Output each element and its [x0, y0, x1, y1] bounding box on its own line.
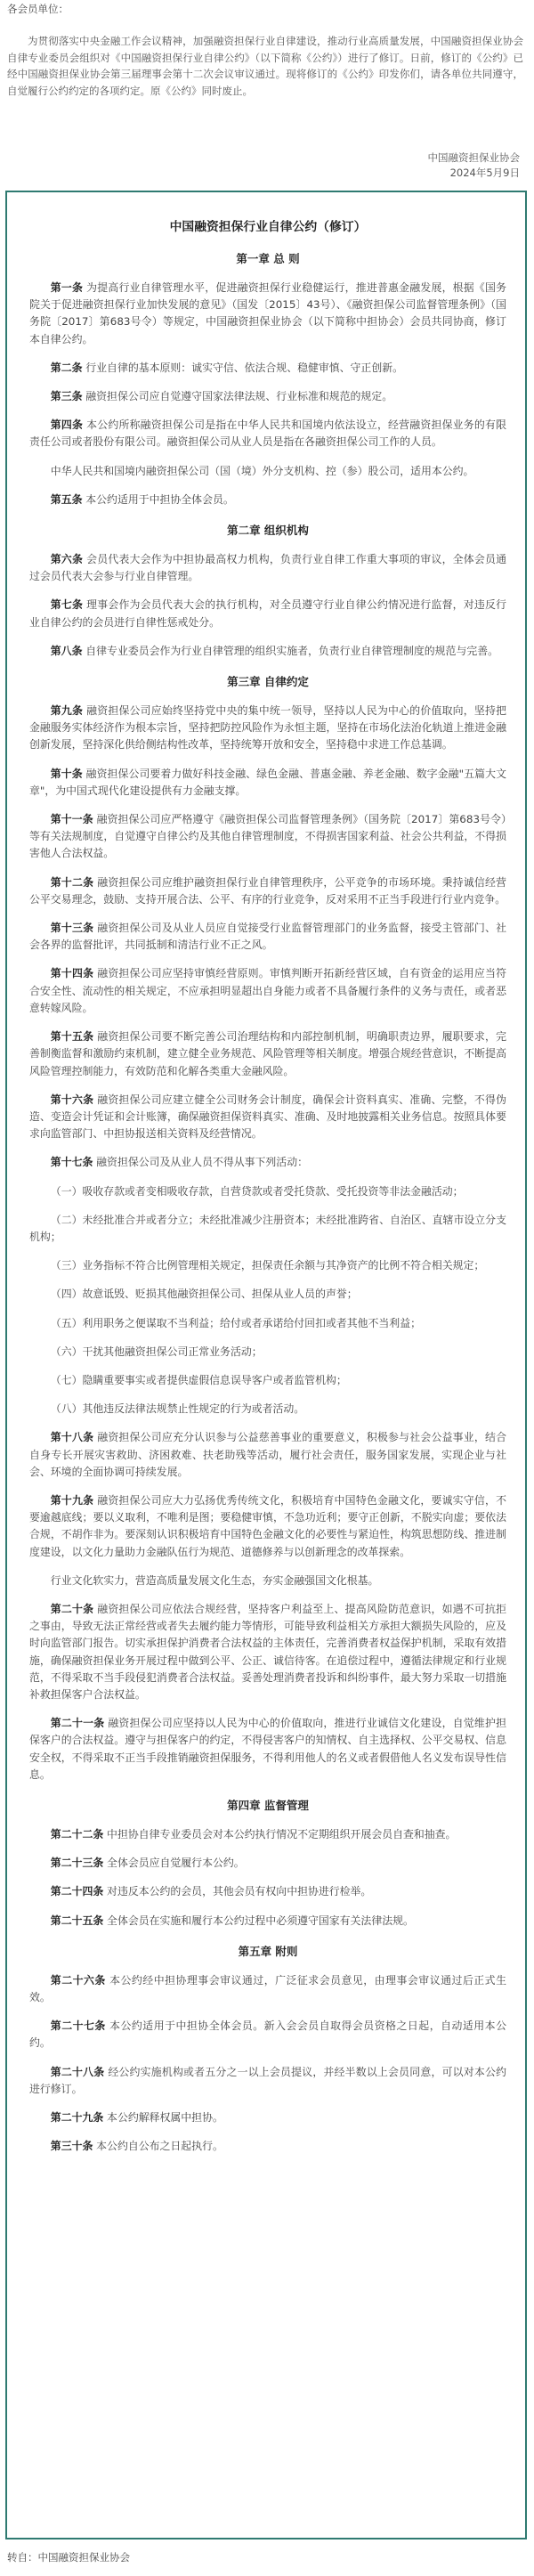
signature-organization: 中国融资担保业协会 [427, 151, 520, 164]
list-item: （六）干扰其他融资担保公司正常业务活动； [50, 1345, 263, 1358]
article [29, 1972, 506, 2006]
article-text: 融资担保公司应始终坚持党中央的集中统一领导，坚持以人民为中心的价值取向，坚持把金融服务实体经济作为根本宗旨，坚持把防控风险作为永恒主题，坚持在市场化法治化轨道上推进金融创新发展，坚持深化供给侧结构性改革，坚持统筹开放和安全，坚持稳中求进工作总基调。 [29, 704, 506, 752]
article-text: 融资担保公司应自觉遵守国家法律法规、行业标准和规范的规定。 [85, 390, 393, 403]
article-text: 融资担保公司要着力做好科技金融、绿色金融、普惠金融、养老金融、数字金融"五篇大文章"，为中国式现代化建设提供有力金融支撑。 [29, 767, 506, 797]
article-text: 中华人民共和国境内融资担保公司（国（境）外分支机构、控（参）股公司，适用本公约。 [50, 464, 474, 477]
article-number: 第六条 [50, 553, 84, 566]
article [29, 1601, 506, 1703]
article [29, 643, 506, 660]
article-number: 第五条 [50, 492, 83, 506]
article [29, 965, 506, 1017]
article [29, 2064, 506, 2098]
article-text: 行业文化软实力，营造高质量发展文化生态，夯实金融强国文化根基。 [50, 1573, 379, 1587]
article-number: 第二十七条 [50, 2019, 106, 2033]
article-text: 经公约实施机构或者五分之一以上会员提议，并经半数以上会员同意，可以对本公约进行修订。 [29, 2065, 506, 2095]
article-text: 本公约自公布之日起执行。 [96, 2140, 223, 2153]
article-continuation [29, 463, 506, 480]
article-number: 第十一条 [50, 813, 93, 826]
article-text: 本公约所称融资担保公司是指在中华人民共和国境内依法设立，经营融资担保业务的有限责任公司或者股份有限公司。融资担保公司从业人员是指在各融资担保公司工作的人员。 [29, 418, 506, 449]
article-text: 融资担保公司应依法合规经营，坚持客户利益至上、提高风险防范意识，如遇不可抗拒之事由，导致无法正常经营或者失去履约能力等情形，可能导致利益相关方承担大额损失风险的，应及时向监管部门报告。切实承担保护消费者合法权益的主体责任，完善消费者权益保护机制，采取有效措施，确保融资担保业务开展过程中做到公平、公正、诚信待客。在追偿过程中，遵循法律规定和行业规范，不得采取不当手段侵犯消费者合法权益。妥善处理消费者投诉和纠纷事件，最大努力采取一切措施补救担保客户合法权益。 [29, 1602, 506, 1701]
notice-intro [0, 0, 534, 183]
article-text: 本公约解释权属中担协。 [107, 2111, 223, 2125]
article-text: 融资担保公司应充分认识参与公益慈善事业的重要意义，积极参与社会公益事业，结合自身专长开展灾害救助、济困救难、扶老助残等活动，履行社会责任，服务国家发展，实现企业与社会、环境的全面协调可持续发展。 [29, 1431, 506, 1478]
signature-date: 2024年5月9日 [449, 167, 520, 179]
article-text: 自律专业委员会作为行业自律管理的组织实施者，负责行业自律管理制度的规范与完善。 [85, 644, 499, 657]
article-number: 第七条 [50, 598, 84, 612]
source-attribution: 转自：中国融资担保业协会 [7, 2551, 130, 2564]
list-item: （八）其他违反法律法规禁止性规定的行为或者活动。 [50, 1402, 305, 1416]
article-text: 全体会员应自觉履行本公约。 [107, 1857, 245, 1870]
list-item: （三）业务指标不符合比例管理相关规定，担保责任余额与其净资产的比例不符合相关规定； [50, 1259, 485, 1272]
article-number: 第十七条 [50, 1156, 93, 1169]
article-text: 融资担保公司及从业人员应自觉接受行业监督管理部门的业务监督，接受主管部门、社会各界的监督批评，共同抵制和清洁行业不正之风。 [29, 922, 506, 952]
article [29, 1826, 506, 1843]
article-text: 融资担保公司应坚持以人民为中心的价值取向，推进行业诚信文化建设，自觉维护担保客户的合法权益。遵守与担保客户的约定，不得侵害客户的知情权、自主选择权、公平交易权、信息安全权，不得采取不正当手段推销融资担保服务，不得利用他人的名义或者假借他人名义发布误导性信息。 [29, 1717, 506, 1781]
article-text: 本公约适用于中担协全体会员。 [85, 492, 234, 506]
article-number: 第一条 [50, 281, 84, 294]
article-text: 融资担保公司应大力弘扬优秀传统文化，积极培育中国特色金融文化，要诚实守信，不要逾越底线；要以义取利，不唯利是图；要稳健审慎，不急功近利；要守正创新，不脱实向虚；要依法合规，不胡作非为。要深刻认识积极培育中国特色金融文化的必要性与紧迫性，构筑思想防线、推进制度建设，以文化力量助力金融队伍行为规范、道德修养与以创新理念的改革探索。 [29, 1493, 506, 1558]
chapter-heading: 第五章 附则 [238, 1944, 298, 1958]
article-text: 理事会作为会员代表大会的执行机构，对全员遵守行业自律公约情况进行监督，对违反行业自律公约的会员进行自律性惩戒处分。 [29, 598, 506, 629]
article-continuation [29, 1572, 506, 1589]
article [29, 1092, 506, 1143]
article-number: 第十九条 [50, 1493, 94, 1507]
article-text: 行业自律的基本原则：诚实守信、依法合规、稳健审慎、守正创新。 [85, 361, 403, 374]
convention-document-content [29, 192, 506, 2538]
article-text: 为提高行业自律管理水平，促进融资担保行业稳健运行，推进普惠金融发展，根据《国务院关于促进融资担保行业加快发展的意见》（国发〔2015〕43号）、《融资担保公司监督管理条例》（国务院〔2017〕第683号令）等规定，中国融资担保业协会（以下简称中担协会）会员共同协商，修订本自律公约。 [29, 281, 506, 345]
article-text: 融资担保公司应建立健全公司财务会计制度，确保会计资料真实、准确、完整，不得伪造、变造会计凭证和会计账簿，确保融资担保资料真实、准确、及时地披露相关业务信息。按照具体要求向监管部门、中担协报送相关资料及经营情况。 [29, 1093, 506, 1141]
article [29, 920, 506, 954]
article-number: 第十五条 [50, 1030, 94, 1044]
article [29, 1429, 506, 1481]
article-text: 全体会员在实施和履行本公约过程中必须遵守国家有关法律法规。 [107, 1914, 414, 1927]
article [29, 703, 506, 754]
article-number: 第十条 [50, 767, 83, 780]
article [29, 1715, 506, 1784]
article [29, 1154, 506, 1171]
article-number: 第十八条 [50, 1431, 94, 1444]
list-item: （二）未经批准合并或者分立；未经批准减少注册资本；未经批准跨省、自治区、直辖市设立分支机构； [29, 1213, 506, 1243]
convention-document-box [5, 191, 527, 2539]
chapter-heading: 第四章 监督管理 [227, 1799, 309, 1812]
article-text: 对违反本公约的会员，其他会员有权向中担协进行检举。 [107, 1885, 372, 1898]
article [29, 874, 506, 908]
list-item: （四）故意诋毁、贬损其他融资担保公司、担保从业人员的声誉； [50, 1288, 358, 1301]
article-text: 融资担保公司应坚持审慎经营原则。审慎判断开拓新经营区域，自有资金的运用应当符合安全性、流动性的相关规定，不应承担明显超出自身能力或者不具备履行条件的义务与责任，或者恶意转嫁风险。 [29, 967, 506, 1014]
article-text: 融资担保公司要不断完善公司治理结构和内部控制机制，明确职责边界，履职要求，完善制衡监督和激励约束机制，建立健全业务规范、风险管理等相关制度。增强合规经营意识，不断提高风险管理控制能力，有效防范和化解各类重大金融风险。 [29, 1030, 506, 1077]
article-number: 第十四条 [50, 967, 94, 980]
article-number: 第二十一条 [50, 1717, 105, 1730]
chapter-heading: 第一章 总 则 [236, 252, 300, 265]
document-title: 中国融资担保行业自律公约（修订） [169, 220, 367, 234]
article-text: 会员代表大会作为中担协最高权力机构，负责行业自律工作重大事项的审议，全体会员通过会员代表大会参与行业自律管理。 [29, 553, 506, 583]
article [29, 2018, 506, 2052]
article-text: 中担协自律专业委员会对本公约执行情况不定期组织开展会员自查和抽查。 [107, 1828, 457, 1841]
chapter-heading: 第二章 组织机构 [227, 524, 309, 538]
article [29, 417, 506, 451]
article-number: 第三十条 [50, 2140, 93, 2153]
article-number: 第三条 [50, 390, 83, 403]
article-number: 第四条 [50, 418, 84, 432]
list-item: （七）隐瞒重要事实或者提供虚假信息误导客户或者监管机构； [50, 1373, 347, 1386]
chapter-heading: 第三章 自律约定 [227, 675, 309, 689]
article-text: 融资担保公司及从业人员不得从事下列活动： [96, 1156, 308, 1169]
article-number: 第十二条 [50, 875, 94, 889]
article [29, 1492, 506, 1561]
article-text: 融资担保公司应维护融资担保行业自律管理秩序，公平竞争的市场环境。秉持诚信经营公平交易理念，鼓励、支持开展合法、公平、有序的行业竞争，反对采用不正当手段进行行业内竞争。 [29, 875, 506, 906]
article-number: 第二十八条 [50, 2065, 105, 2078]
intro-paragraph: 为贯彻落实中央金融工作会议精神，加强融资担保行业自律建设，推动行业高质量发展，中国融资担保业协会自律专业委员会组织对《中国融资担保行业自律公约》（以下简称《公约》）进行了修订。日前，修订的《公约》已经中国融资担保业协会第三届理事会第十二次会议审议通过。现将修订的《公约》印发你们，请各单位共同遵守，自觉履行公约约定的各项约定。原《公约》同时废止。 [7, 35, 523, 97]
article [29, 766, 506, 800]
article [29, 388, 506, 405]
article-number: 第八条 [50, 644, 83, 657]
article [29, 492, 506, 508]
article-number: 第二十五条 [50, 1914, 104, 1927]
article [29, 360, 506, 377]
list-item: （一）吸收存款或者变相吸收存款，自营贷款或者受托贷款、受托投资等非法金融活动； [50, 1184, 464, 1198]
article [29, 1883, 506, 1900]
article-number: 第十六条 [50, 1093, 94, 1106]
article-number: 第二十条 [50, 1602, 94, 1615]
article-text: 融资担保公司应严格遵守《融资担保公司监督管理条例》（国务院〔2017〕第683号令）等有关法规制度，自觉遵守自律公约及其他自律管理制度，不得损害国家利益、社会公共利益，不得损害他人合法权益。 [29, 813, 506, 860]
article [29, 280, 506, 348]
article [29, 2109, 506, 2126]
article-number: 第二条 [50, 361, 83, 374]
article [29, 551, 506, 585]
article-number: 第二十三条 [50, 1857, 104, 1870]
list-item: （五）利用职务之便谋取不当利益；给付或者承诺给付回扣或者其他不当利益； [50, 1316, 421, 1329]
article-number: 第十三条 [50, 922, 94, 935]
article-number: 第九条 [50, 704, 84, 718]
article-number: 第二十四条 [50, 1885, 104, 1898]
article [29, 1913, 506, 1930]
article-number: 第二十九条 [50, 2111, 104, 2125]
article [29, 1855, 506, 1872]
article-number: 第二十六条 [50, 1973, 106, 1987]
article [29, 597, 506, 630]
article [29, 1028, 506, 1080]
article-text: 本公约经中担协理事会审议通过，广泛征求会员意见，由理事会审议通过后正式生效。 [29, 1973, 506, 2004]
article-number: 第二十二条 [50, 1828, 104, 1841]
salutation: 各会员单位： [7, 3, 69, 15]
article-text: 本公约适用于中担协全体会员。新入会会员自取得会员资格之日起，自动适用本公约。 [29, 2019, 506, 2050]
article [29, 2138, 506, 2155]
article [29, 811, 506, 863]
